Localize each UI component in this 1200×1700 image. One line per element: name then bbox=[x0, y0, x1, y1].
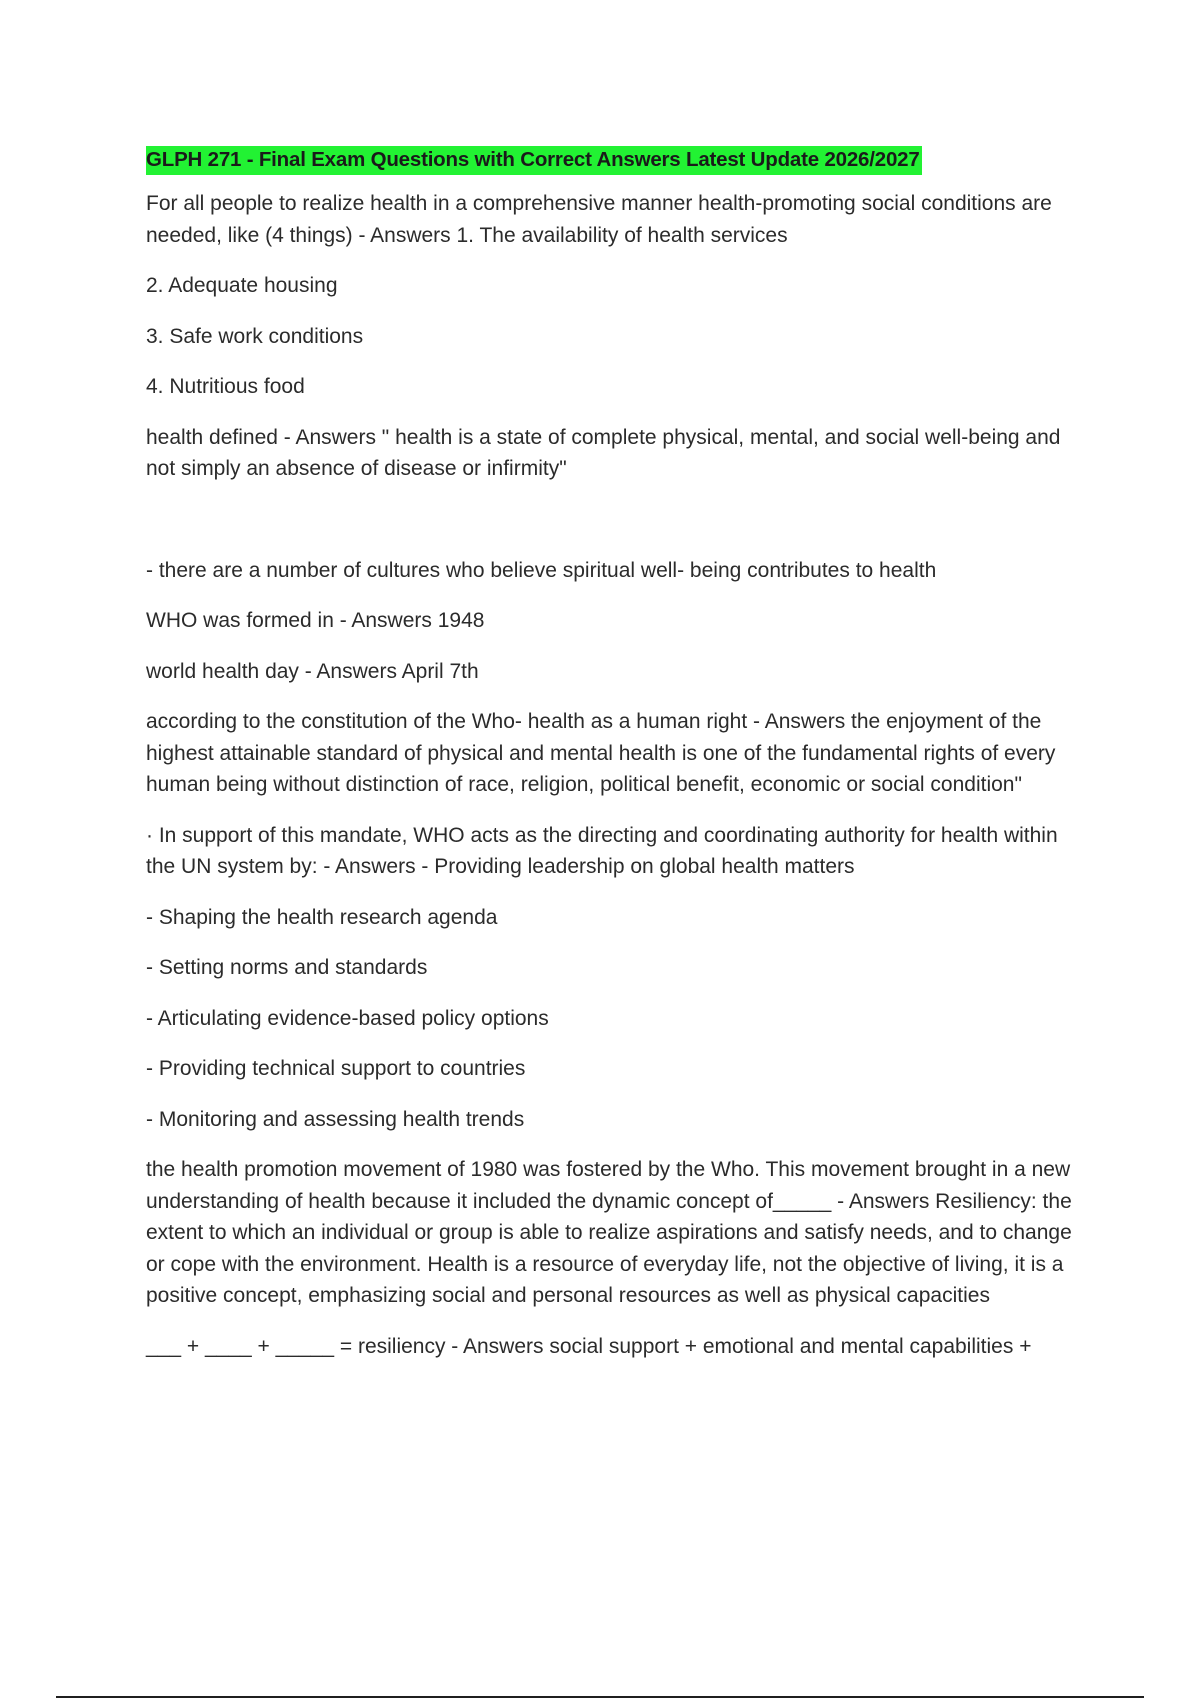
paragraph: 3. Safe work conditions bbox=[146, 324, 364, 348]
paragraph: - Setting norms and standards bbox=[146, 956, 428, 979]
document-body bbox=[146, 144, 1091, 1381]
paragraph: 2. Adequate housing bbox=[146, 274, 338, 297]
paragraph: the health promotion movement of 1980 was fostered by the Who. This movement brought in a new understanding of health because it included the dynamic concept of_____ - Answers Resiliency: the extent to which an individual or group is able to realize aspirations and satisfy needs, and to change or cope with the environment. Health is a resource of everyday life, not the objective of living, it is a positive concept, emphasizing social and personal resources as well as physical capacities bbox=[146, 1158, 1072, 1307]
document-title: GLPH 271 - Final Exam Questions with Correct Answers Latest Update 2026/2027 bbox=[146, 146, 922, 175]
paragraph: ___ + ____ + _____ = resiliency - Answers social support + emotional and mental capabilities + bbox=[146, 1334, 1032, 1358]
spacer bbox=[146, 504, 1091, 555]
paragraph: health defined - Answers " health is a state of complete physical, mental, and social well-being and not simply an absence of disease or infirmity" bbox=[146, 425, 1061, 480]
paragraph: 4. Nutritious food bbox=[146, 375, 305, 398]
paragraph: - there are a number of cultures who believe spiritual well- being contributes to health bbox=[146, 558, 937, 582]
paragraph: world health day - Answers April 7th bbox=[146, 659, 479, 683]
paragraph: For all people to realize health in a comprehensive manner health-promoting social conditions are needed, like (4 things) - Answers 1. The availability of health services bbox=[146, 192, 1052, 247]
paragraph: - Shaping the health research agenda bbox=[146, 905, 498, 929]
paragraph: WHO was formed in - Answers 1948 bbox=[146, 609, 485, 632]
paragraph: - Providing technical support to countries bbox=[146, 1057, 526, 1080]
paragraph: - Articulating evidence-based policy options bbox=[146, 1006, 549, 1030]
footer-divider bbox=[56, 1696, 1144, 1698]
title-row bbox=[146, 144, 1091, 175]
paragraph: according to the constitution of the Who- health as a human right - Answers the enjoyment of the highest attainable standard of physical and mental health is one of the fundamental rights of every human being without distinction of race, religion, political benefit, economic or social condition" bbox=[146, 710, 1056, 796]
paragraph: · In support of this mandate, WHO acts as the directing and coordinating authority for health within the UN system by: - Answers - Providing leadership on global health matters bbox=[146, 823, 1058, 878]
paragraph: - Monitoring and assessing health trends bbox=[146, 1107, 525, 1131]
